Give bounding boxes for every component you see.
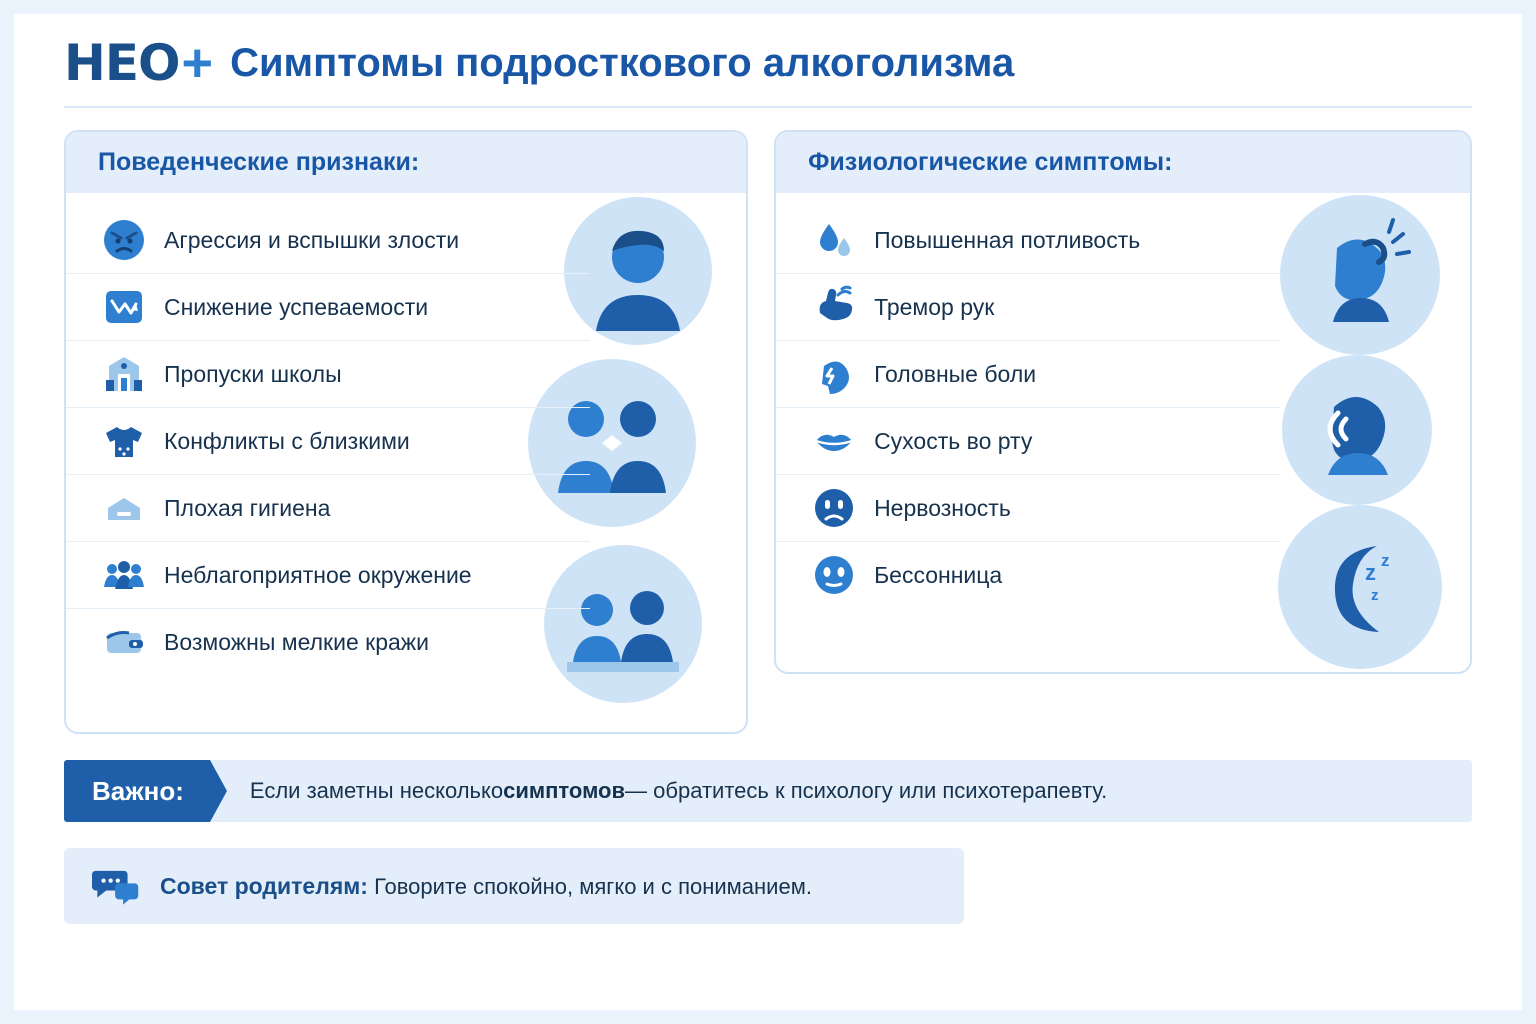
list-item[interactable] <box>66 408 590 475</box>
list-item[interactable] <box>776 408 1280 475</box>
list-item[interactable] <box>66 341 590 408</box>
declining-chart-icon <box>100 283 148 331</box>
important-text <box>210 760 1107 822</box>
important-banner <box>64 760 1472 822</box>
parents-tip-banner <box>64 848 964 924</box>
list-item[interactable] <box>66 475 590 542</box>
list-item-label: Возможны мелкие кражи <box>164 628 430 655</box>
list-item[interactable] <box>776 542 1280 608</box>
behavioral-signs-body <box>66 193 746 733</box>
list-item[interactable] <box>776 341 1280 408</box>
list-item-label: Бессонница <box>874 561 1003 588</box>
list-item[interactable] <box>776 207 1280 274</box>
page-title: Симптомы подросткового алкоголизма <box>230 40 1015 85</box>
physiological-symptoms-header: Физиологические симптомы: <box>776 132 1470 193</box>
list-item-label: Снижение успеваемости <box>164 293 429 320</box>
brand-logo-text: HEO <box>64 34 180 92</box>
important-text-before: Если заметны несколько <box>249 778 504 803</box>
nervous-face-icon <box>810 484 858 532</box>
list-item-label: Агрессия и вспышки злости <box>164 226 460 253</box>
parents-tip-body: Говорите спокойно, мягко и с пониманием. <box>374 873 812 899</box>
head-pain-icon <box>810 350 858 398</box>
symptom-columns <box>14 108 1522 734</box>
group-people-icon <box>100 551 148 599</box>
parents-tip-text <box>160 873 812 900</box>
shaking-hand-icon <box>810 283 858 331</box>
svg-text:z: z <box>1365 560 1376 585</box>
poster-inner <box>14 14 1522 1010</box>
list-item-label: Сухость во рту <box>874 427 1033 454</box>
lips-icon <box>810 417 858 465</box>
tired-face-icon <box>810 551 858 599</box>
important-text-bold: симптомов <box>503 778 626 803</box>
list-item-label: Конфликты с близкими <box>164 427 410 454</box>
water-drops-icon <box>810 216 858 264</box>
behavioral-signs-header: Поведенческие признаки: <box>66 132 746 193</box>
important-text-after: — обратитесь к психологу или психотерапевту. <box>625 778 1108 803</box>
soap-icon <box>100 484 148 532</box>
behavioral-signs-card <box>64 130 748 734</box>
svg-text:z: z <box>1371 587 1379 604</box>
behavioral-signs-list <box>66 207 746 675</box>
angry-face-icon <box>100 216 148 264</box>
plus-icon: + <box>181 33 213 93</box>
brand-logo <box>64 33 213 93</box>
physiological-symptoms-list <box>776 207 1470 608</box>
list-item[interactable] <box>776 274 1280 341</box>
svg-text:z: z <box>1381 551 1390 570</box>
list-item-label: Головные боли <box>874 360 1037 387</box>
list-item-label: Плохая гигиена <box>164 494 331 521</box>
poster-header <box>14 14 1522 93</box>
important-tag: Важно: <box>64 760 210 822</box>
list-item-label: Неблагоприятное окружение <box>164 561 472 588</box>
list-item[interactable] <box>66 207 590 274</box>
list-item-label: Пропуски школы <box>164 360 342 387</box>
wallet-icon <box>100 618 148 666</box>
parents-tip-label: Совет родителям: <box>160 872 368 899</box>
physiological-symptoms-body <box>776 193 1470 673</box>
tshirt-icon <box>100 417 148 465</box>
list-item[interactable] <box>66 542 590 609</box>
list-item-label: Повышенная потливость <box>874 226 1141 253</box>
chat-bubbles-icon <box>92 862 140 910</box>
physiological-symptoms-card <box>774 130 1472 674</box>
school-building-icon <box>100 350 148 398</box>
list-item[interactable] <box>66 274 590 341</box>
list-item[interactable] <box>776 475 1280 542</box>
list-item[interactable] <box>66 609 590 675</box>
list-item-label: Тремор рук <box>874 293 995 320</box>
list-item-label: Нервозность <box>874 494 1011 521</box>
